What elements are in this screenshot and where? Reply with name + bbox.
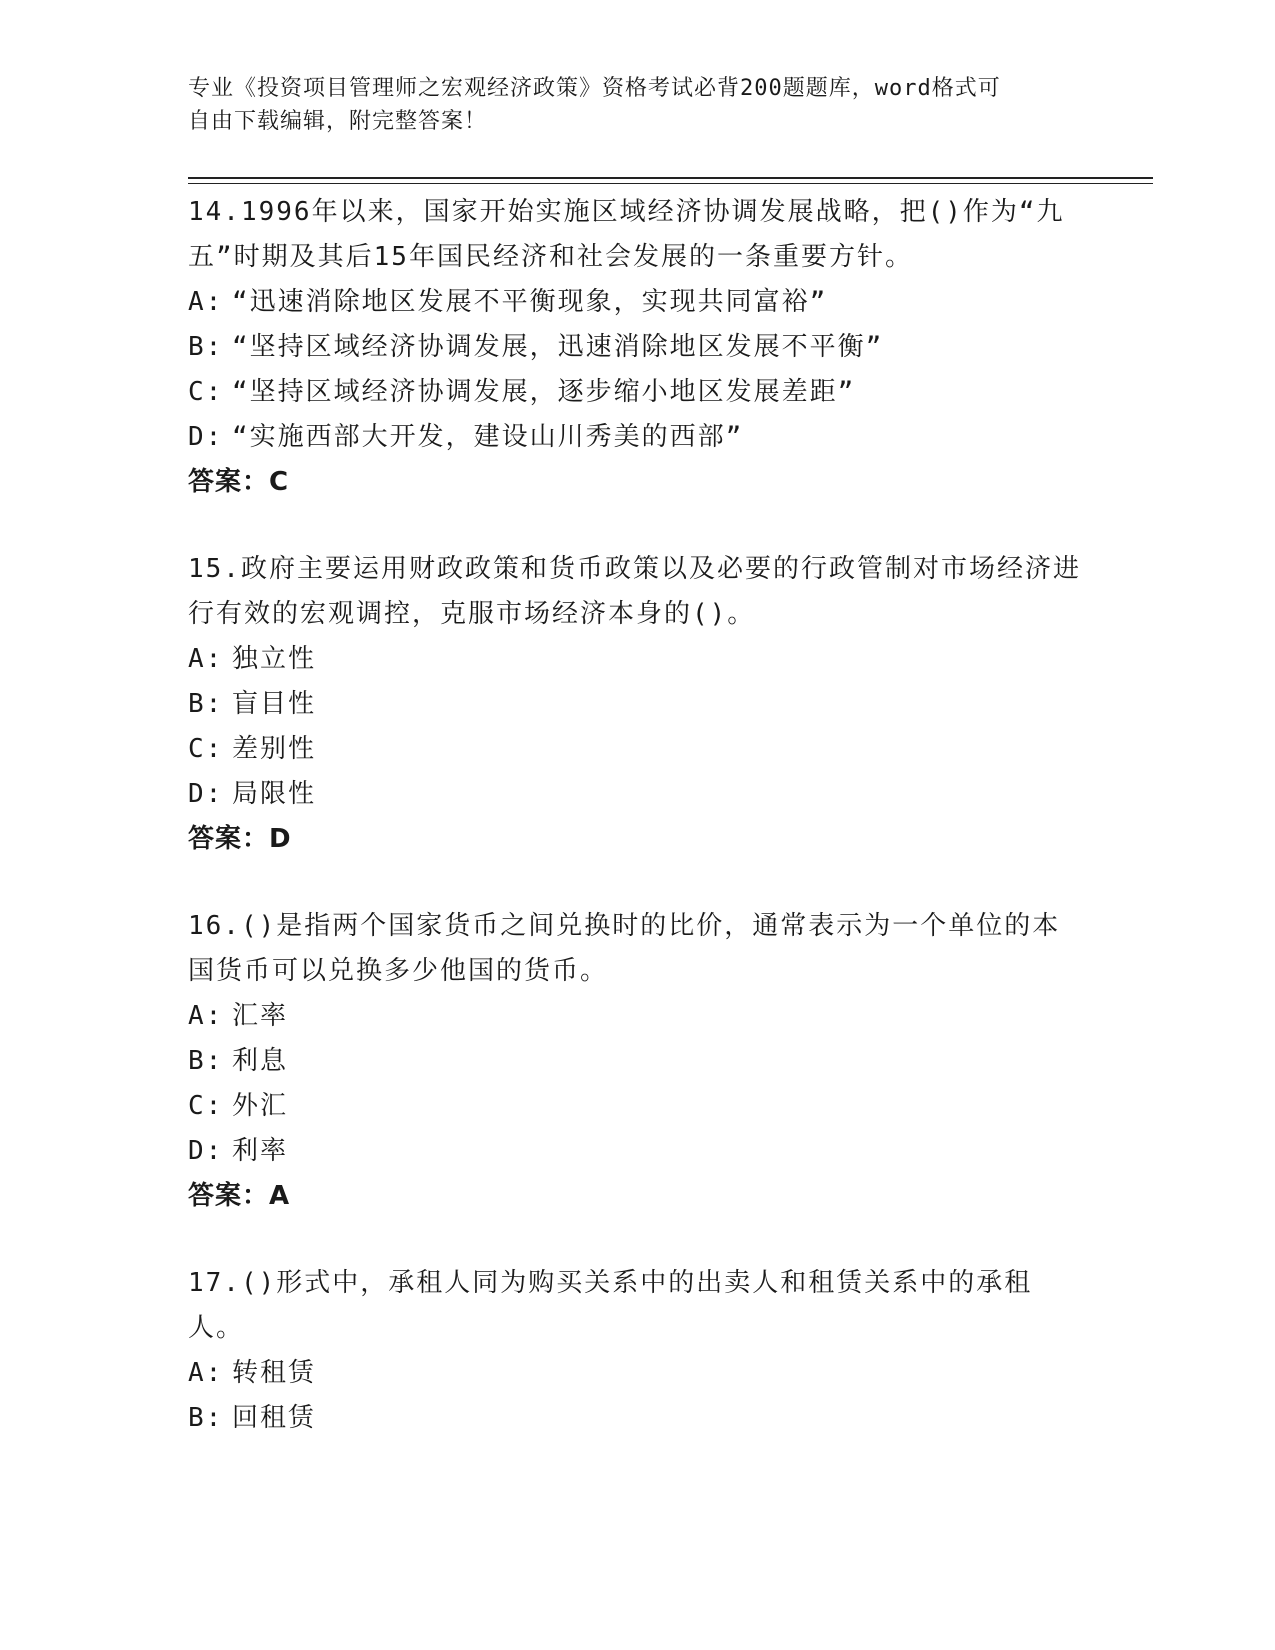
option-letter: A: <box>188 1358 224 1388</box>
option-d <box>188 772 1088 817</box>
option-text: 回租赁 <box>232 1403 317 1433</box>
option-text: 转租赁 <box>232 1358 317 1388</box>
option-text: 外汇 <box>232 1091 289 1121</box>
option-text: “坚持区域经济协调发展，逐步缩小地区发展差距” <box>232 377 856 407</box>
option-letter: B: <box>188 1046 224 1076</box>
option-d <box>188 1129 1088 1174</box>
option-text: “坚持区域经济协调发展，迅速消除地区发展不平衡” <box>232 332 884 362</box>
option-c <box>188 727 1088 772</box>
option-d <box>188 415 1088 460</box>
header-line-1: 专业《投资项目管理师之宏观经济政策》资格考试必背200题题库，word格式可 <box>188 76 1001 101</box>
option-text: 局限性 <box>232 779 317 809</box>
question-stem: 15.政府主要运用财政政策和货币政策以及必要的行政管制对市场经济进行有效的宏观调控，克服市场经济本身的()。 <box>188 554 1081 629</box>
option-letter: C: <box>188 377 224 407</box>
option-letter: B: <box>188 1403 224 1433</box>
option-b <box>188 1396 1088 1441</box>
option-letter: C: <box>188 1091 224 1121</box>
option-letter: D: <box>188 779 224 809</box>
option-text: 差别性 <box>232 734 317 764</box>
option-text: “迅速消除地区发展不平衡现象，实现共同富裕” <box>232 287 828 317</box>
question-15 <box>188 547 1088 862</box>
option-letter: D: <box>188 422 224 452</box>
option-text: 汇率 <box>232 1001 289 1031</box>
header-divider-thin <box>188 183 1153 184</box>
option-text: “实施西部大开发，建设山川秀美的西部” <box>232 422 744 452</box>
option-b <box>188 682 1088 727</box>
option-a <box>188 280 1088 325</box>
question-16 <box>188 904 1088 1219</box>
option-text: 利息 <box>232 1046 289 1076</box>
option-b <box>188 325 1088 370</box>
option-letter: A: <box>188 1001 224 1031</box>
option-letter: B: <box>188 332 224 362</box>
option-letter: A: <box>188 287 224 317</box>
question-stem: 17.()形式中，承租人同为购买关系中的出卖人和租赁关系中的承租人。 <box>188 1268 1033 1343</box>
question-stem: 14.1996年以来，国家开始实施区域经济协调发展战略，把()作为“九五”时期及其后15年国民经济和社会发展的一条重要方针。 <box>188 197 1065 272</box>
option-c <box>188 370 1088 415</box>
option-a <box>188 994 1088 1039</box>
header-divider-thick <box>188 177 1153 179</box>
header-line-2: 自由下载编辑，附完整答案！ <box>188 109 488 134</box>
answer-line: 答案：A <box>188 1181 291 1211</box>
option-letter: B: <box>188 689 224 719</box>
option-a <box>188 1351 1088 1396</box>
option-text: 利率 <box>232 1136 289 1166</box>
option-letter: A: <box>188 644 224 674</box>
question-list <box>188 190 1088 1483</box>
question-stem: 16.()是指两个国家货币之间兑换时的比价，通常表示为一个单位的本国货币可以兑换多少他国的货币。 <box>188 911 1061 986</box>
answer-line: 答案：D <box>188 824 292 854</box>
option-b <box>188 1039 1088 1084</box>
document-header <box>188 72 1088 138</box>
option-c <box>188 1084 1088 1129</box>
option-letter: C: <box>188 734 224 764</box>
question-14 <box>188 190 1088 505</box>
answer-line: 答案：C <box>188 467 290 497</box>
question-17 <box>188 1261 1088 1441</box>
option-letter: D: <box>188 1136 224 1166</box>
option-text: 独立性 <box>232 644 317 674</box>
option-a <box>188 637 1088 682</box>
option-text: 盲目性 <box>232 689 317 719</box>
